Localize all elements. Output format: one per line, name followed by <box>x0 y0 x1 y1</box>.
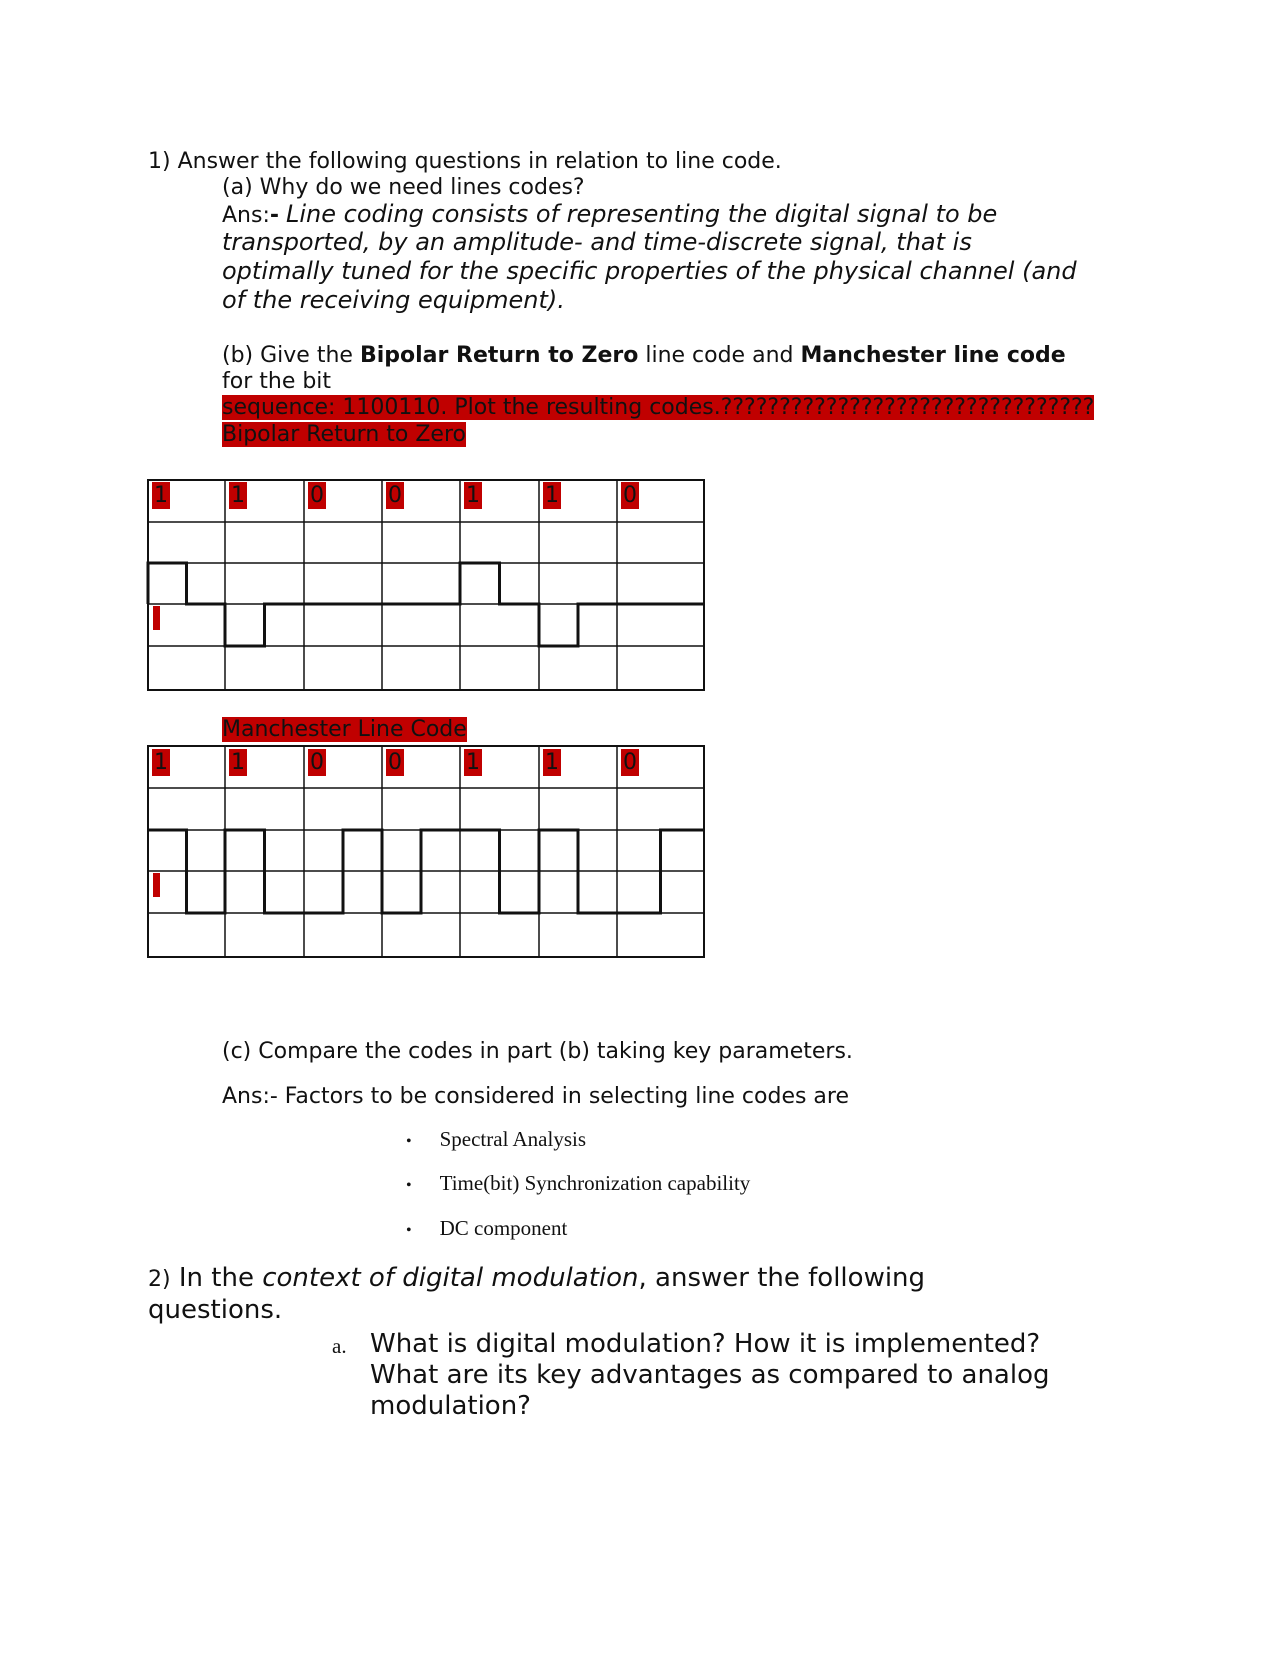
bit-label: 1 <box>545 750 559 775</box>
bit-label: 1 <box>231 483 245 508</box>
q1a-answer-line-4: of the receiving equipment). <box>222 286 565 314</box>
q1a-answer-line-2: transported, by an amplitude- and time-discrete signal, that is <box>222 228 972 256</box>
bullet-dot: • <box>406 1177 412 1194</box>
q2-heading-line-2: questions. <box>148 1295 283 1325</box>
bullet-item-2 <box>406 1171 750 1196</box>
q2a-line-3: modulation? <box>370 1391 531 1421</box>
manchester-title <box>222 716 467 743</box>
brz-term: Bipolar Return to Zero <box>359 343 639 368</box>
bullet-dot: • <box>406 1222 412 1239</box>
bullet-item-1 <box>406 1127 586 1152</box>
bit-label: 1 <box>466 750 480 775</box>
bullet-text: Time(bit) Synchronization capability <box>439 1171 751 1195</box>
bullet-item-3 <box>406 1216 567 1241</box>
q1b-question-line-2: for the bit <box>222 369 332 394</box>
q2-context: context of digital modulation <box>262 1263 639 1293</box>
q2a-line-2: What are its key advantages as compared to analog <box>370 1360 1050 1390</box>
ans-text: Line coding consists of representing the digital signal to be <box>286 200 998 228</box>
q2a-marker: a. <box>332 1334 347 1358</box>
bit-label: 1 <box>545 483 559 508</box>
bullet-text: DC component <box>439 1216 568 1240</box>
ans-dash: - <box>269 203 280 228</box>
bit-label: 0 <box>623 750 637 775</box>
q1a-answer-line-3: optimally tuned for the specific properties of the physical channel (and <box>222 257 1077 285</box>
bit-label: 1 <box>466 483 480 508</box>
sequence-highlight: sequence: 1100110. Plot the resulting codes.???????????????????????????????? <box>222 395 1095 420</box>
q2-heading-line-1 <box>148 1263 925 1294</box>
bit-label: 0 <box>388 483 402 508</box>
bit-label: 0 <box>623 483 637 508</box>
manchester-grid <box>148 746 704 957</box>
cursor-marker <box>153 873 160 897</box>
grid-border <box>148 480 704 690</box>
manchester-term: Manchester line code <box>800 343 1066 368</box>
q1a-question: (a) Why do we need lines codes? <box>222 175 585 200</box>
bit-label: 0 <box>310 483 324 508</box>
cursor-marker <box>153 606 160 630</box>
manchester-title-text: Manchester Line Code <box>222 717 467 742</box>
q1c-answer: Ans:- Factors to be considered in selecting line codes are <box>222 1084 850 1109</box>
give-text: (b) Give the <box>222 343 353 368</box>
q2-in-the: In the <box>178 1263 254 1293</box>
line-code-and: line code and <box>645 343 794 368</box>
q1-heading: 1) Answer the following questions in relation to line code. <box>148 149 782 174</box>
bit-label: 1 <box>231 750 245 775</box>
bit-label: 1 <box>154 750 168 775</box>
q2-rest: , answer the following <box>638 1263 926 1293</box>
bit-label: 1 <box>154 483 168 508</box>
brz-grid <box>148 480 704 690</box>
bullet-dot: • <box>406 1133 412 1150</box>
grid-border <box>148 746 704 957</box>
q2a-line-1: What is digital modulation? How it is implemented? <box>370 1329 1041 1359</box>
ans-prefix: Ans: <box>222 203 270 228</box>
bit-label: 0 <box>388 750 402 775</box>
q1c-question: (c) Compare the codes in part (b) taking key parameters. <box>222 1039 853 1064</box>
brz-title-text: Bipolar Return to Zero <box>222 422 466 447</box>
q2-number: 2) <box>148 1267 171 1292</box>
bit-label: 0 <box>310 750 324 775</box>
bullet-text: Spectral Analysis <box>439 1127 587 1151</box>
